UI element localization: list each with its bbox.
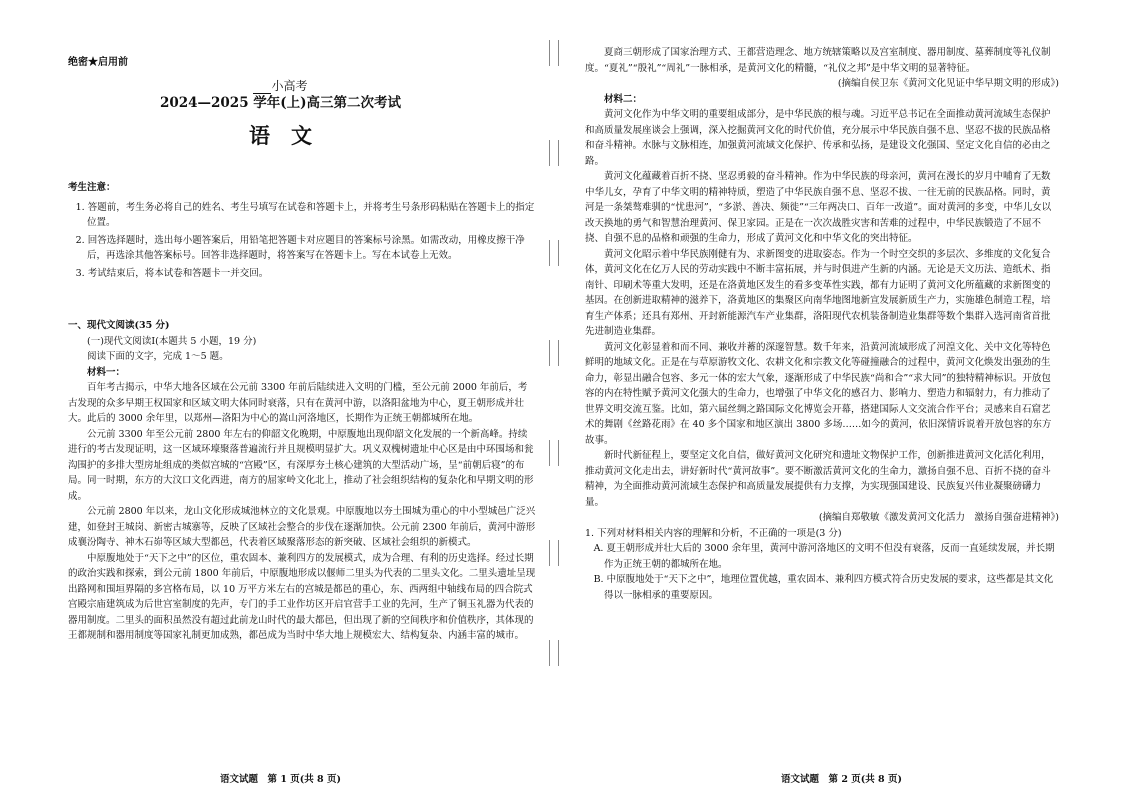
exam-series-text: 小高考 <box>271 79 308 93</box>
source-citation: (摘编自郑敬敏《激发黄河文化活力 激扬自强奋进精神》) <box>818 512 1059 523</box>
notice-item: 2. 回答选择题时，选出每小题答案后，用铅笔把答题卡对应题目的答案标号涂黑。如需改动，用橡皮擦干净后，再选涂其他答案标号。回答非选择题时，将答案写在答题卡上。写在本试卷上无效。 <box>75 234 525 261</box>
binding-mark <box>549 40 559 66</box>
notice-title: 考生注意： <box>68 182 116 193</box>
page-footer: 语文试题 第 1 页(共 8 页) <box>220 774 341 785</box>
paragraph: 黄河文化蕴藏着百折不挠、坚忍勇毅的奋斗精神。作为中华民族的母亲河，黄河在漫长的岁月中哺育了无数中华儿女，孕育了中华文明的精神特质，塑造了中华民族自强不息、坚忍不拔、一往无前的民族品格。同时，黄河是一条桀骜难驯的“忧患河”，“多淤、善决、频徙”“三年两决口、百年一改道”。面对黄河的多变，中华儿女以改天换地的勇气和智慧治理黄河、保卫家园。正是在一次次战胜灾害和苦难的过程中，中华民族锻造了不屈不挠、自强不息的品格和顽强的生命力，形成了黄河文化和中华文化的突出特征。 <box>585 171 1052 244</box>
material-label: 材料二： <box>604 93 643 105</box>
answer-option-a: A. 夏王朝形成并壮大后的 3000 余年里，黄河中游河洛地区的文明不但没有衰落，反而一直延续发展，并长期作为正统王朝的都城所在地。 <box>593 543 1055 570</box>
notice-block <box>68 180 536 281</box>
paragraph: 公元前 2800 年以来，龙山文化形成城池林立的文化景观。中原腹地以夯土围城为重心的中小型城邑广泛兴建，如登封王城岗、新密古城寨等，反映了区域社会整合的步伐在逐渐加快。公元前 2300 年前后，黄河中游形成襄汾陶寺、神木石峁等区域大型都邑，代表着区域聚落形态的新突破、区域社会组织的新模式。 <box>68 506 536 548</box>
binding-mark <box>549 440 559 466</box>
material-label: 材料一： <box>87 366 126 378</box>
paragraph: 夏商三朝形成了国家治理方式、王都营造理念、地方统辖策略以及宫室制度、器用制度、墓葬制度等礼仪制度。“夏礼”“殷礼”“周礼”一脉相承，是黄河文化的精髓，“礼仪之邦”是中华文明的显著特征。 <box>585 47 1051 74</box>
question-stem: 1. 下列对材料相关内容的理解和分析，不正确的一项是(3 分) <box>585 527 842 539</box>
binding-mark <box>549 640 559 666</box>
exam-title: 2024—2025 学年(上)高三第二次考试 <box>159 95 402 111</box>
right-text-block <box>585 45 1059 603</box>
section-heading: 一、现代文阅读(35 分) <box>68 320 170 331</box>
notice-item: 1. 答题前，考生务必将自己的姓名、考生号填写在试卷和答题卡上，并将考生号条形码粘贴在答题卡上的指定位置。 <box>75 201 535 228</box>
binding-marks <box>549 0 557 794</box>
subject-title: 语 文 <box>249 123 312 148</box>
binding-mark <box>549 340 559 366</box>
notice-item: 3. 考试结束后，将本试卷和答题卡一并交回。 <box>75 267 269 279</box>
binding-mark <box>549 540 559 566</box>
confidential-mark: 绝密★启用前 <box>68 57 128 68</box>
paragraph: 公元前 3300 年至公元前 2800 年左右的仰韶文化晚期，中原腹地出现仰韶文化发展的一个新高峰。持续进行的考古发现证明，这一区域环壕聚落普遍流行并且规模明显扩大。巩义双槐树遗址中心区是由中环围场和瓮沟围护的多排大型房址组成的类似宫城的“宫殿”区，有深厚夯土核心建筑的大型活动广场，呈“前朝后寝”的布局。同一时期，东方的大汶口文化西进，南方的屈家岭文化北上，推动了社会组织结构的复杂化和早期文明的形成。 <box>68 428 534 502</box>
source-citation: (摘编自侯卫东《黄河文化见证中华早期文明的形成》) <box>837 78 1059 89</box>
exam-series <box>0 78 561 94</box>
instruction: 阅读下面的文字，完成 1～5 题。 <box>87 351 229 362</box>
paragraph: 黄河文化作为中华文明的重要组成部分，是中华民族的根与魂。习近平总书记在全面推动黄河流域生态保护和高质量发展座谈会上强调，深入挖掘黄河文化的时代价值，充分展示中华民族自强不息、坚忍不拔的民族品格和奋斗精神。水脉与文脉相连，加强黄河流域文化保护、传承和弘扬，是建设文化强国、坚定文化自信的必由之路。 <box>585 109 1051 167</box>
paragraph: 新时代新征程上，要坚定文化自信，做好黄河文化研究和遗址文物保护工作，创新推进黄河文化活化利用，推动黄河文化走出去，讲好新时代“黄河故事”。要不断激活黄河文化的生命力，激扬自强不息、百折不挠的奋斗精神，为全面推动黄河流域生态保护和高质量发展提供有力支撑，为实现强国建设、民族复兴伟业凝聚磅礴力量。 <box>585 450 1051 508</box>
paragraph: 黄河文化昭示着中华民族刚健有为、求新图变的进取姿态。作为一个时空交织的多层次、多维度的文化复合体，黄河文化在亿万人民的劳动实践中不断丰富拓展，并与时俱进产生新的内涵。无论是天文历法、造纸术、指南针、印刷术等重大发明，还是在洛黄地区发生的看多变革性实践，都有力证明了黄河文化所蕴藏的求新图变的基因。在创新进取精神的滋养下，洛黄地区的集聚区向南华地图地新宣发展新质生产力，实施雄色制造工程，培育生产体系；还具有郑州、开封新能源汽车产业集群，洛阳现代农机装备制造业集群等数个集群入选河南省首批先进制造业集群。 <box>585 248 1051 337</box>
reading-section <box>68 318 536 644</box>
paragraph: 黄河文化彰显着和而不同、兼收并蓄的深邃智慧。数千年来，沿黄河流域形成了河湟文化、关中文化等特色鲜明的地域文化。正是在与草原游牧文化、农耕文化和宗教文化等碰撞融合的过程中，黄河文化焕发出强劲的生命力，彰显出融合包容、多元一体的宏大气象，逐渐形成了中华民族“尚和合”“求大同”的独特精神标识。开放包容的内在特性赋予黄河文化强大的生命力，也增强了中华文化的感召力、影响力、塑造力和辐射力，有力推动了世界文明交流互鉴。比如，第六届丝绸之路国际文化博览会开幕，搭建国际人文交流合作平台；灵感来自石窟艺术的舞剧《丝路花雨》在 40 多个国家和地区演出 3800 多场……如今的黄河，依旧深情诉说着开放包容的东方故事。 <box>585 341 1052 446</box>
exam-header <box>0 78 561 153</box>
page-footer: 语文试题 第 2 页(共 8 页) <box>781 774 902 785</box>
paragraph: 百年考古揭示，中华大地各区域在公元前 3300 年前后陆续进入文明的门槛，至公元前 2000 年前后，考古发现的众多早期王权国家和区域文明大体同时衰落，只有在黄河中游，以洛阳盆地为中心，夏王朝形成并壮大。此后的 3000 余年里，以郑州—洛阳为中心的嵩山河洛地区，长期作为正统王朝都城所在地。 <box>68 382 528 424</box>
answer-option-b: B. 中原腹地处于“天下之中”，地理位置优越，重农固本、兼利四方模式符合历史发展的要求，这些都是其文化得以一脉相承的重要原因。 <box>593 574 1054 601</box>
subsection-heading: (一)现代文阅读Ⅰ(本题共 5 小题，19 分) <box>87 335 257 347</box>
binding-mark <box>549 140 559 166</box>
paragraph: 中原腹地处于“天下之中”的区位，重农固本、兼利四方的发展模式，成为合理、有利的历史选择。经过长期的政治实践和探索，到公元前 1800 年前后，中原腹地形成以偃师二里头为代表的二里头文化。二里头遗址呈现出路网和围垣界隔的多宫格布局，以 10 万平方米左右的宫城是都邑的重心，东、西两组中轴线布局的四合院式宫殿宗庙建筑成为后世宫室制度的先声，专门的手工业作坊区开启官营手工业的先河，生产了铜玉礼器为代表的器用制度。二里头的面积虽然没有超过此前龙山时代的最大都邑，但出现了新的空间秩序和价值秩序，其体现的王都规制和器用制度等国家礼制更加成熟，都邑成为当时中华大地上规模宏大、结构复杂、内涵丰富的城市。 <box>68 552 536 641</box>
right-page <box>561 0 1122 794</box>
binding-mark <box>549 240 559 266</box>
